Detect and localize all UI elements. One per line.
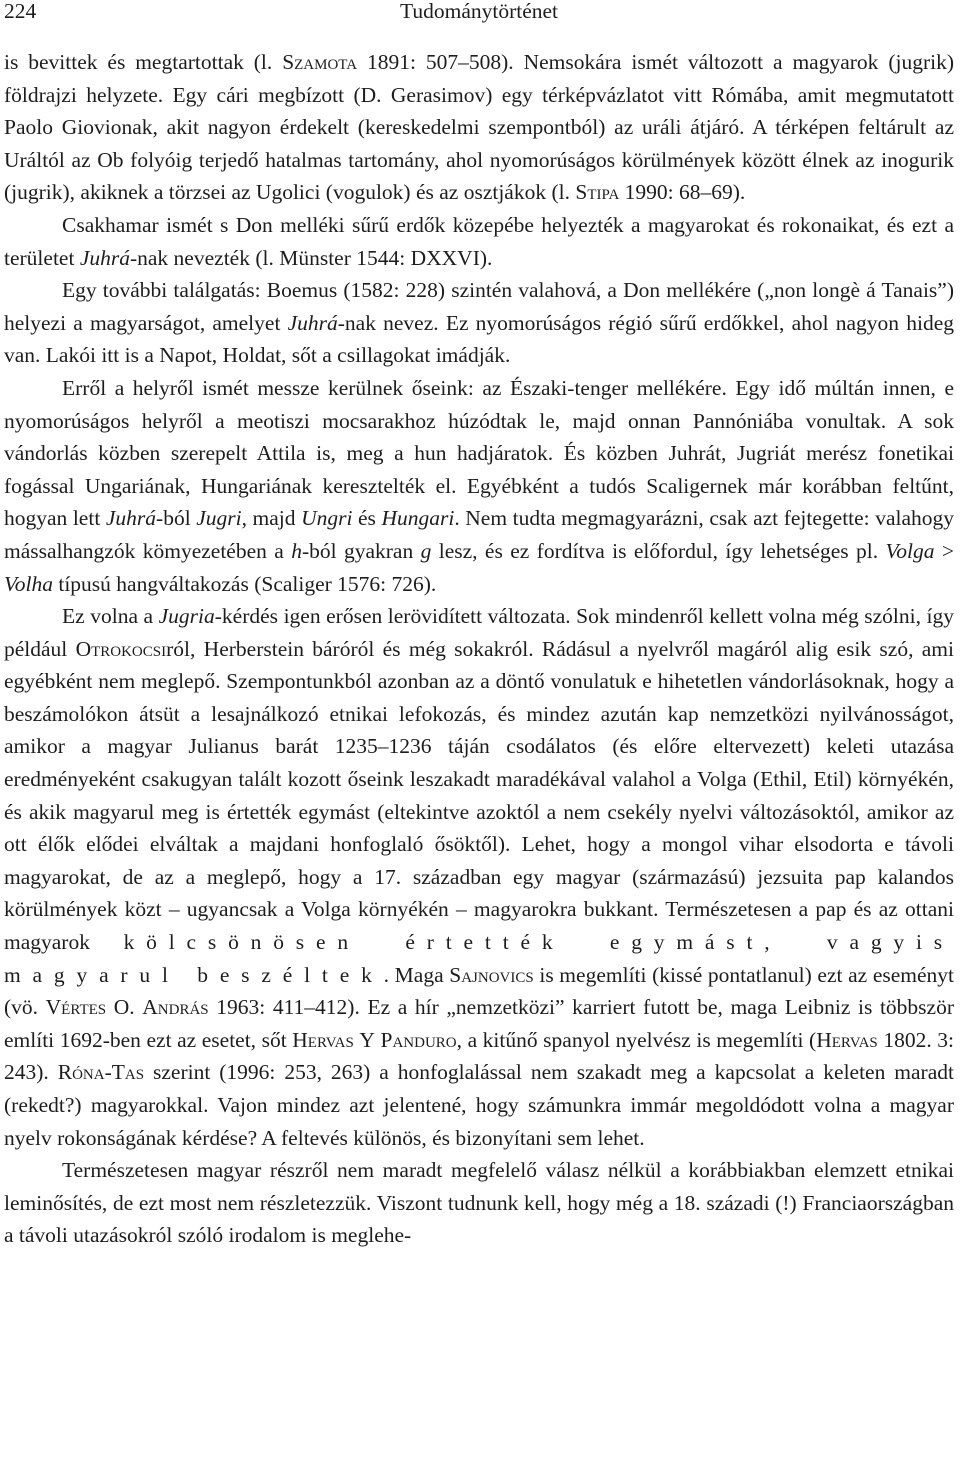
text-run: > xyxy=(934,538,954,563)
paragraph xyxy=(4,209,954,274)
text-run: is megemlíti (kissé pontatlanul) ezt az eseményt (vö. xyxy=(4,962,955,1020)
text-run: és xyxy=(352,506,382,531)
paragraph xyxy=(4,46,954,209)
text-run: -kérdés igen erősen lerövidített változata. Sok mindenről kellett volna még szólni, így például xyxy=(4,604,954,661)
running-head-title: Tudománytörténet xyxy=(399,0,559,23)
text-run: Erről a helyről ismét messze kerülnek őseink: az Északi-tenger mellékére. Egy idő múltán innen, e nyomorúságos helyről a meotiszi mocsarakhoz húzódtak le, majd onnan Pannóniába vonultak. A sok vándorlás közben szerepelt Attila is, meg a hun hadjáratok. És közben Juhrát, Jugriát merész fonetikai fogással Ungariának, Hungariának keresztelték el. Egyébként a tudós Scaligernek már korábban feltűnt, hogyan lett xyxy=(4,375,954,531)
paragraph xyxy=(4,372,954,600)
italic-term: Hungari xyxy=(381,506,455,531)
italic-term: Volga xyxy=(885,538,935,563)
text-run: 1891: 507–508). Nemsokára ismét változott a magyarok (jugrik) földrajzi helyzete. Egy cári megbízott (D. Gerasimov) egy térképvázlatot vitt Rómába, amit megmutatott Paolo Giovionak, akit nagyon érdekelt (kereskedelmi szempontból) az uráli átjáró. A térképen feltárult az Uráltól az Ob folyóig terjedő hatalmas tartomány, ahol nyomorúságos körülmények között élnek az inogurik (jugrik), akiknek a törzsei az Ugolici (vogulok) és az osztjákok (l. xyxy=(4,50,954,205)
body-text xyxy=(4,46,954,1252)
page-header xyxy=(4,0,954,23)
small-caps-name: Panduro xyxy=(380,1027,457,1052)
small-caps-name: Szamota xyxy=(282,50,358,74)
text-run: Csakhamar ismét s Don melléki sűrű erdők közepébe helyezték a magyarokat és rokonaikat, és ezt a területet xyxy=(4,212,954,270)
text-run: 1963: 411–412). Ez a hír „nemzetközi” karriert futott be, maga Leibniz is többször említi 1692-ben ezt az esetet, sőt xyxy=(4,995,954,1052)
italic-term: Jugri xyxy=(196,506,242,531)
document-page xyxy=(4,0,954,1468)
small-caps-name: Róna-Tas xyxy=(57,1060,145,1085)
text-run: 1990: 68–69). xyxy=(619,180,746,205)
text-run: Ez volna a xyxy=(62,604,159,629)
text-run: -nak nevez. Ez nyomorúságos régió sűrű erdőkkel, ahol nagyon hideg van. Lakói itt is a Napot, Holdat, sőt a csillagokat imádják. xyxy=(4,310,954,368)
small-caps-name: Stipa xyxy=(575,180,620,205)
small-caps-name: Hervas xyxy=(816,1027,878,1052)
text-run: . Maga xyxy=(383,962,450,987)
page-number: 224 xyxy=(4,0,37,23)
small-caps-name: András xyxy=(142,995,209,1020)
small-caps-name: Sajnovics xyxy=(449,962,534,987)
italic-term: Ungri xyxy=(301,506,353,531)
text-run: is bevittek és megtartottak (l. xyxy=(4,50,283,74)
text-run: . Nem tudta megmagyarázni, csak azt fejtegette: valahogy mássalhangzók kömyezetében a xyxy=(4,506,955,563)
text-run: típusú hangváltakozás (Scaliger 1576: 726). xyxy=(52,571,437,596)
text-run: Természetesen magyar részről nem maradt megfelelő válasz nélkül a korábbiakban elemzett etnikai leminősítés, de ezt most nem részletezzük. Viszont tudnunk kell, hogy még a 18. századi (!) Franciaországban a távoli utazásokról szóló irodalom is meglehe- xyxy=(4,1158,954,1248)
small-caps-name: Vértes xyxy=(45,995,107,1020)
small-caps-name: Y xyxy=(359,1027,375,1052)
small-caps-name: Hervas xyxy=(292,1027,354,1052)
text-run: -nak nevezték (l. Münster 1544: DXXVI). xyxy=(129,245,493,270)
italic-term: Juhrá xyxy=(105,506,157,531)
italic-term: Juhrá xyxy=(287,310,338,335)
italic-term: Juhrá xyxy=(79,245,130,270)
text-run: -ból xyxy=(156,506,197,531)
text-run: Egy további találgatás: Boemus (1582: 228) szintén valahová, a Don mellékére („non longè á Tanais”) helyezi a magyarságot, amelyet xyxy=(4,278,954,335)
paragraph xyxy=(4,1154,954,1252)
text-run: szerint (1996: 253, 263) a honfoglalással nem szakadt meg a kapcsolat a keleten maradt (rekedt?) magyarokkal. Vajon mindez azt jelentené, hogy számunkra immár megoldódott volna a magyar nyelv rokonságának kérdése? A feltevés különös, és bizonyítani sem lehet. xyxy=(4,1060,954,1150)
text-run: , majd xyxy=(241,506,302,531)
italic-term: Jugria xyxy=(158,604,215,629)
paragraph xyxy=(4,274,954,372)
text-run: ról, Herberstein báróról és még sokakról. Rádásul a nyelvről magáról alig esik szó, ami egyébként nem meglepő. Szempontunkból azonban az a döntő vonulatuk e hihetetlen vándorlásoknak, hogy a beszámolókon átsüt a lesajnálkozó etnikai lefokozás, és mindez azután kap nemzetközi nyilvánosságot, amikor a magyar Julianus barát 1235–1236 táján csodálatos (és előre eltervezett) keleti utazása eredményeként csakugyan talált kozott őseink leszakadt maradékával valahol a Volga (Ethil, Etil) környékén, és akik magyarul meg is értették egymást (eltekintve azoktól a nem csekély nyelvi változásoktól, amikor az ott élők elődei elváltak a majdani honfoglaló ősöktől). Lehet, hogy a mongol vihar elsodorta e távoli magyarokat, de az a meglepő, hogy a 17. században egy magyar (származású) jezsuita pap kalandos körülmények közt – ugyancsak a Volga környékén – magyarokra bukkant. Természetesen a pap és az ottani magyarok xyxy=(4,636,954,955)
text-run: lesz, és ez fordítva is előfordul, így lehetséges pl. xyxy=(431,538,886,563)
small-caps-name: Otrokocsi xyxy=(75,636,167,661)
italic-term: Volha xyxy=(4,571,53,596)
text-run: 1802. 3: 243). xyxy=(4,1027,954,1085)
italic-term: h xyxy=(291,538,302,563)
spaced-emphasis: kölcsönösen értették egymást, vagyis magyarul beszéltek xyxy=(4,930,955,987)
text-run: -ból gyakran xyxy=(301,538,421,563)
text-run: O. xyxy=(106,995,143,1020)
text-run: , a kitűnő spanyol nyelvész is megemlíti ( xyxy=(456,1027,817,1052)
italic-term: g xyxy=(420,538,432,563)
paragraph xyxy=(4,600,954,1154)
